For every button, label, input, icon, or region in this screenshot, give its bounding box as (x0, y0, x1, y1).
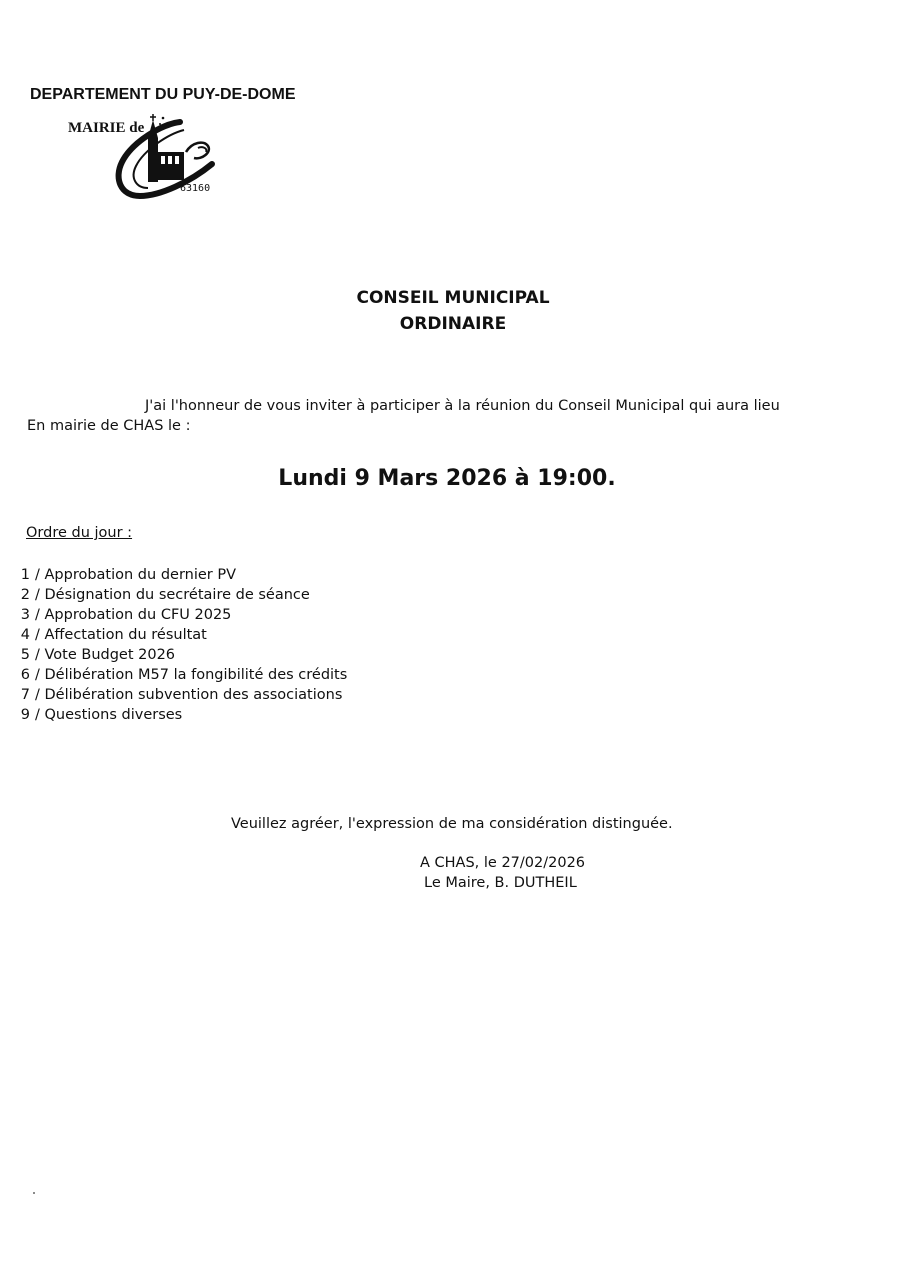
document-title: CONSEIL MUNICIPAL (356, 288, 550, 308)
agenda-item-number: 5 (20, 647, 30, 663)
agenda-item-number: 2 (20, 587, 30, 603)
agenda-item-text: / Délibération M57 la fongibilité des crédits (35, 667, 348, 683)
agenda-item (0, 585, 347, 605)
agenda-item-number: 6 (20, 667, 30, 683)
agenda-item-number: 3 (20, 607, 30, 623)
agenda-item-text: / Vote Budget 2026 (35, 647, 176, 663)
invitation-line-1: J'ai l'honneur de vous inviter à participer à la réunion du Conseil Municipal qui aura lieu (145, 398, 780, 414)
agenda-item-number: 9 (20, 707, 30, 723)
agenda-item (0, 625, 347, 645)
agenda-item-number: 1 (20, 567, 30, 583)
meeting-datetime: Lundi 9 Mars 2026 à 19:00. (278, 466, 616, 491)
agenda-item-number: 4 (20, 627, 30, 643)
invitation-line-2: En mairie de CHAS le : (27, 418, 191, 434)
agenda-item-text: / Délibération subvention des associations (35, 687, 343, 703)
agenda-item-text: / Affectation du résultat (35, 627, 207, 643)
signature-signer: Le Maire, B. DUTHEIL (424, 875, 577, 891)
agenda-item (0, 685, 347, 705)
agenda-item (0, 705, 347, 725)
department-header: DEPARTEMENT DU PUY-DE-DOME (30, 86, 296, 103)
logo-mairie-label: MAIRIE de (68, 120, 145, 136)
agenda-item (0, 645, 347, 665)
agenda-item-number: 7 (20, 687, 30, 703)
agenda-item-text: / Questions diverses (35, 707, 183, 723)
signature-place-date: A CHAS, le 27/02/2026 (420, 855, 586, 871)
agenda-list (0, 565, 347, 725)
logo-postcode: 63160 (180, 183, 211, 194)
agenda-item (0, 665, 347, 685)
agenda-item-text: / Approbation du dernier PV (35, 567, 237, 583)
document-subtitle: ORDINAIRE (399, 314, 507, 334)
closing-formula: Veuillez agréer, l'expression de ma considération distinguée. (231, 816, 673, 832)
agenda-heading: Ordre du jour : (26, 525, 133, 541)
scan-speck (33, 1192, 35, 1194)
agenda-item (0, 605, 347, 625)
agenda-item-text: / Désignation du secrétaire de séance (35, 587, 310, 603)
agenda-item-text: / Approbation du CFU 2025 (35, 607, 232, 623)
agenda-item (0, 565, 347, 585)
